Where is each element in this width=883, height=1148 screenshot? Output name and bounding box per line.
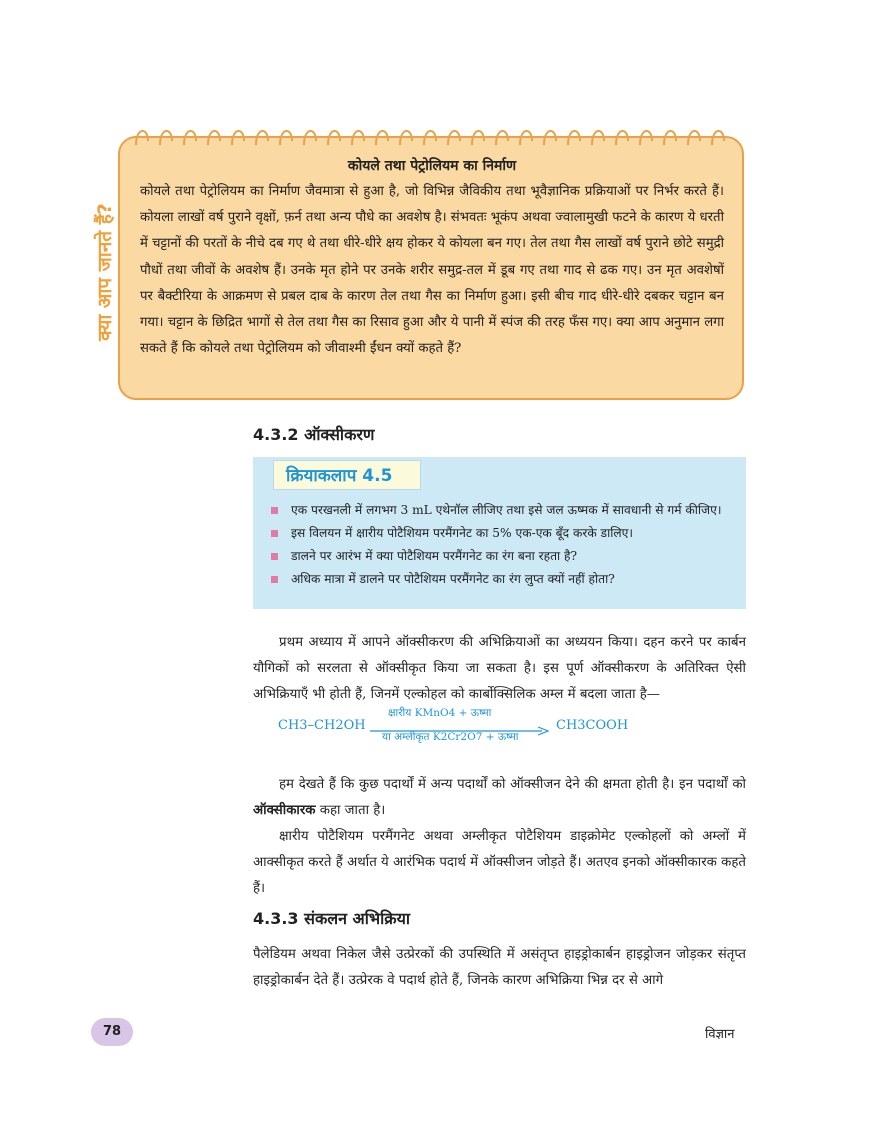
paragraph-oxidising-examples: क्षारीय पोटैशियम परमैंगनेट अथवा अम्लीकृत पोटैशियम डाइक्रोमेट एल्कोहलों को अम्लों में आक्सीकृत करते हैं अर्थात ये आरंभिक पदार्थ में ऑक्सीजन जोड़ते हैं। अतएव इनको ऑक्सीकारक कहते हैं। <box>253 829 746 896</box>
bullet-square-icon <box>271 530 278 537</box>
equation-condition-above: क्षारीय KMnO4 + ऊष्मा <box>388 707 492 719</box>
list-item: इस विलयन में क्षारीय पोटैशियम परमैंगनेट का 5% एक-एक बूँद करके डालिए। <box>253 523 746 544</box>
equation-condition-below: या अम्लीकृत K2Cr2O7 + ऊष्मा <box>382 731 519 743</box>
paragraph-addition-reaction: पैलेडियम अथवा निकेल जैसे उत्प्रेरकों की उपस्थिति में असंतृप्त हाइड्रोकार्बन हाइड्रोजन जोड़कर संतृप्त हाइड्रोकार्बन देते हैं। उत्प्रेरक वे पदार्थ होते हैं, जिनके कारण अभिक्रिया भिन्न दर से आगे <box>253 947 746 988</box>
list-item: अधिक मात्रा में डालने पर पोटैशियम परमैंगनेट का रंग लुप्त क्यों नहीं होता? <box>253 569 746 590</box>
did-you-know-text: क्या आप जानते हैं? <box>94 203 116 341</box>
equation-reactant: CH3–CH2OH <box>278 718 366 733</box>
equation-product: CH3COOH <box>556 718 629 733</box>
info-box-title: कोयले तथा पेट्रोलियम का निर्माण <box>347 158 517 174</box>
list-item: डालने पर आरंभ में क्या पोटैशियम परमैंगनेट का रंग बना रहता है? <box>253 546 746 567</box>
paragraph-oxidising-agent: हम देखते हैं कि कुछ पदार्थों में अन्य पदार्थों को ऑक्सीजन देने की क्षमता होती है। इन पदार्थों को ऑक्सीकारक कहा जाता है। <box>253 777 746 818</box>
info-box <box>118 136 744 400</box>
bullet-square-icon <box>271 576 278 583</box>
chemical-equation <box>278 706 638 748</box>
bullet-square-icon <box>271 553 278 560</box>
activity-box <box>253 457 746 609</box>
paragraph-oxidation-intro: प्रथम अध्याय में आपने ऑक्सीकरण की अभिक्रियाओं का अध्ययन किया। दहन करने पर कार्बन यौगिकों को सरलता से ऑक्सीकृत किया जा सकता है। इस पूर्ण ऑक्सीकरण के अतिरिक्त ऐसी अभिक्रियाएँ भी होती हैं, जिनमें एल्कोहल को कार्बोक्सिलिक अम्ल में बदला जाता है— <box>253 635 746 702</box>
section-heading-oxidation: 4.3.2 ऑक्सीकरण <box>253 425 375 444</box>
spiral-binding-decoration <box>132 121 732 151</box>
activity-steps <box>253 500 746 592</box>
bullet-square-icon <box>271 507 278 514</box>
list-item: एक परखनली में लगभग 3 mL एथेनॉल लीजिए तथा इसे जल ऊष्मक में सावधानी से गर्म कीजिए। <box>253 500 746 521</box>
page-number: 78 <box>91 1018 133 1046</box>
info-box-body: कोयले तथा पेट्रोलियम का निर्माण जैवमात्रा से हुआ है, जो विभिन्न जैविकीय तथा भूवैज्ञानिक प्रक्रियाओं पर निर्भर करते हैं। कोयला लाखों वर्ष पुराने वृक्षों, फ़र्न तथा अन्य पौधे का अवशेष है। संभवतः भूकंप अथवा ज्वालामुखी फटने के कारण ये धरती में चट्टानों की परतों के नीचे दब गए थे तथा धीरे-धीरे क्षय होकर ये कोयला बन गए। तेल तथा गैस लाखों वर्ष पुराने छोटे समुद्री पौधों तथा जीवों के अवशेष हैं। उनके मृत होने पर उनके शरीर समुद्र-तल में डूब गए तथा गाद से ढक गए। उन मृत अवशेषों पर बैक्टीरिया के आक्रमण से प्रबल दाब के कारण तेल तथा गैस का निर्माण हुआ। इसी बीच गाद धीरे-धीरे दबकर चट्टान बन गया। चट्टान के छिद्रित भागों से तेल तथा गैस का रिसाव हुआ और ये पानी में स्पंज की तरह फँस गए। क्या आप अनुमान लगा सकते हैं कि कोयले तथा पेट्रोलियम को जीवाश्मी ईंधन क्यों कहते हैं? <box>140 184 724 357</box>
book-title: विज्ञान <box>705 1027 735 1042</box>
section-heading-addition: 4.3.3 संकलन अभिक्रिया <box>253 909 410 928</box>
term-oxidising-agent: ऑक्सीकारक <box>253 803 316 818</box>
activity-title: क्रियाकलाप 4.5 <box>273 460 421 490</box>
